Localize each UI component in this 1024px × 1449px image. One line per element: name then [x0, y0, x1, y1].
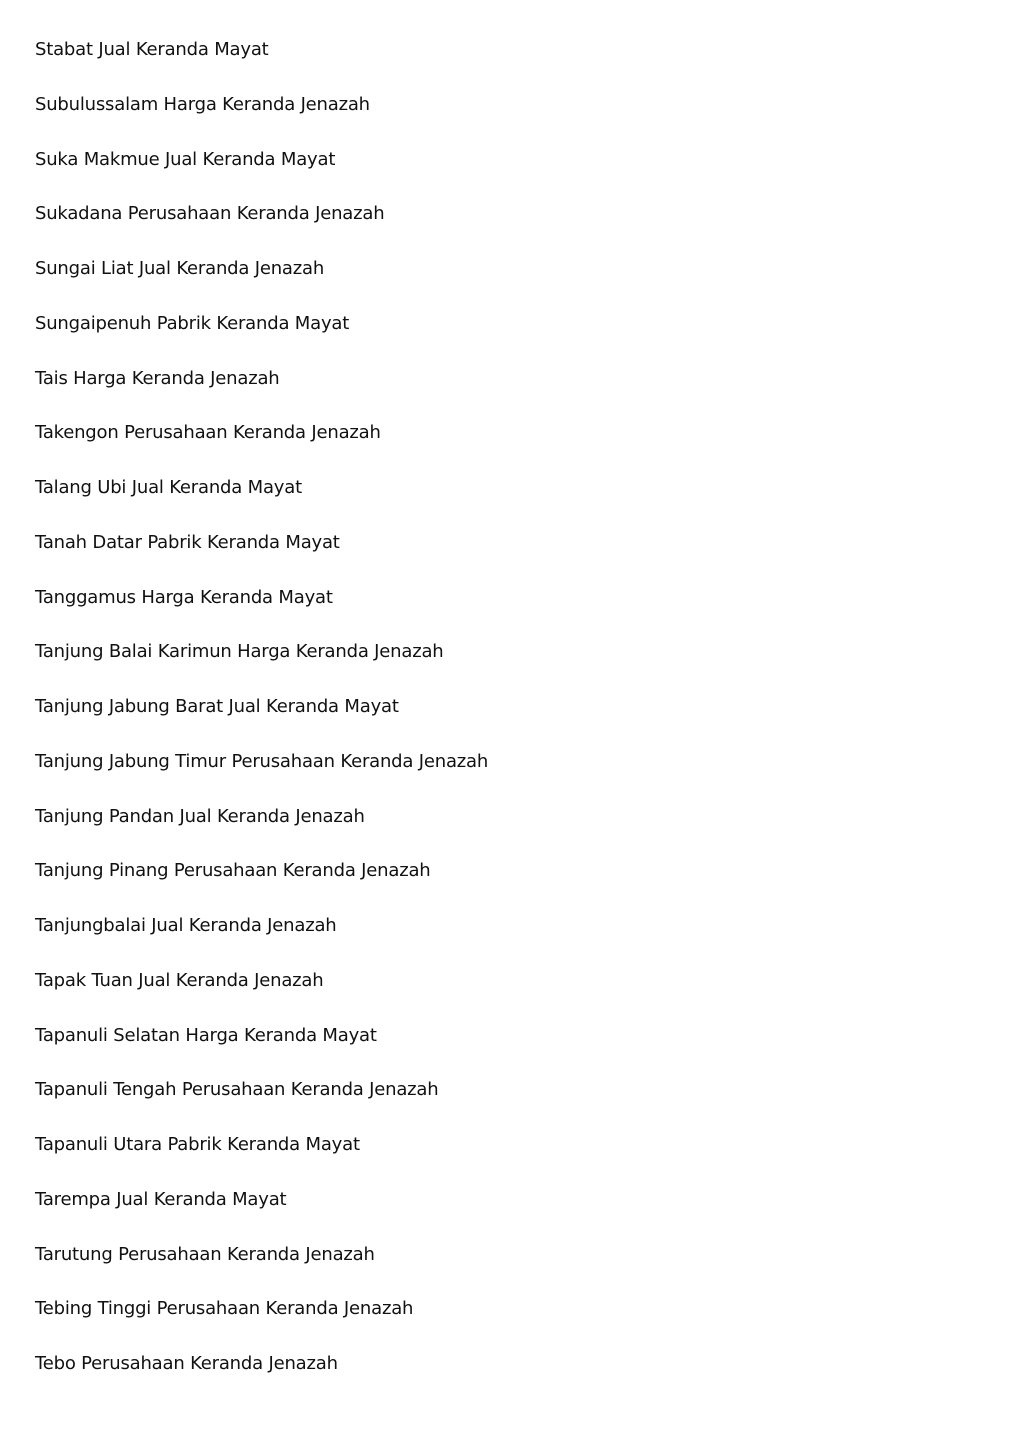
list-item: Tanah Datar Pabrik Keranda Mayat: [35, 531, 340, 553]
list-item: Tarutung Perusahaan Keranda Jenazah: [35, 1243, 375, 1265]
list-item: Tanggamus Harga Keranda Mayat: [35, 586, 333, 608]
list-item: Talang Ubi Jual Keranda Mayat: [35, 477, 302, 498]
list-item: Stabat Jual Keranda Mayat: [35, 39, 269, 60]
list-item: Sukadana Perusahaan Keranda Jenazah: [35, 203, 385, 225]
list-item: Tanjung Pinang Perusahaan Keranda Jenazah: [35, 860, 431, 882]
list-item: Tapanuli Utara Pabrik Keranda Mayat: [35, 1134, 360, 1155]
list-item: Tarempa Jual Keranda Mayat: [35, 1188, 287, 1210]
entry-list: [35, 36, 488, 1405]
list-item: Takengon Perusahaan Keranda Jenazah: [35, 422, 381, 444]
list-item: Tapak Tuan Jual Keranda Jenazah: [35, 969, 324, 991]
list-item: Tanjung Pandan Jual Keranda Jenazah: [35, 805, 365, 827]
list-item: Tais Harga Keranda Jenazah: [35, 367, 280, 389]
list-item: Tapanuli Selatan Harga Keranda Mayat: [35, 1024, 377, 1046]
list-item: Tapanuli Tengah Perusahaan Keranda Jenazah: [35, 1079, 439, 1101]
list-item: Sungai Liat Jual Keranda Jenazah: [35, 258, 325, 279]
list-item: Sungaipenuh Pabrik Keranda Mayat: [35, 312, 350, 334]
list-item: Tanjungbalai Jual Keranda Jenazah: [35, 915, 337, 936]
list-item: Tanjung Jabung Barat Jual Keranda Mayat: [35, 696, 399, 717]
list-item: Tebo Perusahaan Keranda Jenazah: [35, 1353, 338, 1374]
list-item: Tanjung Balai Karimun Harga Keranda Jenazah: [35, 641, 444, 663]
list-item: Suka Makmue Jual Keranda Mayat: [35, 148, 336, 170]
list-item: Tanjung Jabung Timur Perusahaan Keranda Jenazah: [35, 750, 489, 772]
list-item: Tebing Tinggi Perusahaan Keranda Jenazah: [35, 1298, 414, 1320]
list-item: Subulussalam Harga Keranda Jenazah: [35, 93, 370, 115]
